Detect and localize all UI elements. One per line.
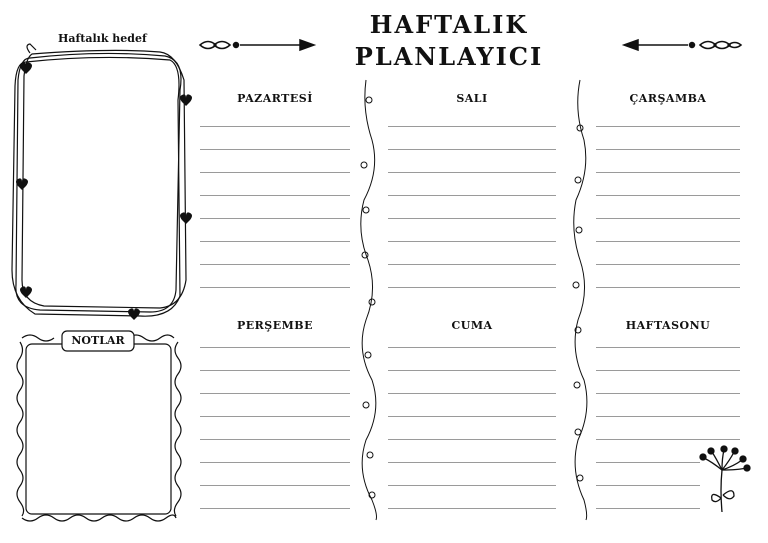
writing-line[interactable] <box>388 287 556 288</box>
arrow-right-decor-icon <box>624 40 741 50</box>
writing-line[interactable] <box>388 195 556 196</box>
writing-line[interactable] <box>200 149 350 150</box>
writing-line[interactable] <box>388 416 556 417</box>
page-title-line-2: PLANLAYICI <box>354 42 544 71</box>
writing-line[interactable] <box>596 172 740 173</box>
weekly-goal-label: Haftalık hedef <box>58 32 147 45</box>
writing-line[interactable] <box>596 264 740 265</box>
writing-line[interactable] <box>388 462 556 463</box>
writing-line[interactable] <box>596 439 740 440</box>
day-label: PERŞEMBE <box>237 319 313 332</box>
writing-line[interactable] <box>200 485 350 486</box>
notes-label: NOTLAR <box>71 334 125 347</box>
writing-line[interactable] <box>200 370 350 371</box>
day-label: PAZARTESİ <box>237 92 313 105</box>
writing-line[interactable] <box>388 370 556 371</box>
flower-icon <box>700 446 750 512</box>
writing-line[interactable] <box>200 287 350 288</box>
writing-line[interactable] <box>388 393 556 394</box>
arrow-left-decor-icon <box>200 40 314 50</box>
writing-line[interactable] <box>596 195 740 196</box>
writing-line[interactable] <box>200 264 350 265</box>
writing-line[interactable] <box>596 393 740 394</box>
writing-line[interactable] <box>596 462 700 463</box>
writing-line[interactable] <box>596 485 700 486</box>
writing-line[interactable] <box>200 241 350 242</box>
writing-line[interactable] <box>200 218 350 219</box>
writing-line[interactable] <box>388 347 556 348</box>
writing-line[interactable] <box>200 439 350 440</box>
writing-line[interactable] <box>596 241 740 242</box>
page-title-line-1: HAFTALIK <box>369 10 529 39</box>
writing-line[interactable] <box>596 347 740 348</box>
day-label: SALI <box>456 92 488 105</box>
writing-line[interactable] <box>596 149 740 150</box>
writing-line[interactable] <box>200 172 350 173</box>
writing-line[interactable] <box>388 485 556 486</box>
writing-line[interactable] <box>596 416 740 417</box>
writing-line[interactable] <box>200 393 350 394</box>
writing-line[interactable] <box>596 287 740 288</box>
day-label: ÇARŞAMBA <box>629 92 707 105</box>
day-label: HAFTASONU <box>625 319 711 332</box>
writing-line[interactable] <box>200 195 350 196</box>
writing-line[interactable] <box>388 508 556 509</box>
writing-line[interactable] <box>200 508 350 509</box>
writing-line[interactable] <box>596 508 700 509</box>
writing-line[interactable] <box>596 218 740 219</box>
writing-line[interactable] <box>200 347 350 348</box>
writing-line[interactable] <box>388 439 556 440</box>
vine-divider-2 <box>573 80 587 520</box>
day-label: CUMA <box>451 319 493 332</box>
writing-line[interactable] <box>596 370 740 371</box>
writing-line[interactable] <box>200 462 350 463</box>
writing-line[interactable] <box>200 126 350 127</box>
writing-line[interactable] <box>388 126 556 127</box>
writing-line[interactable] <box>596 126 740 127</box>
notes-area[interactable] <box>32 356 166 508</box>
weekly-goal-area[interactable] <box>32 70 172 300</box>
writing-line[interactable] <box>388 241 556 242</box>
writing-line[interactable] <box>388 149 556 150</box>
writing-line[interactable] <box>388 264 556 265</box>
vine-divider-1 <box>361 80 377 520</box>
writing-line[interactable] <box>388 218 556 219</box>
writing-line[interactable] <box>388 172 556 173</box>
writing-line[interactable] <box>200 416 350 417</box>
